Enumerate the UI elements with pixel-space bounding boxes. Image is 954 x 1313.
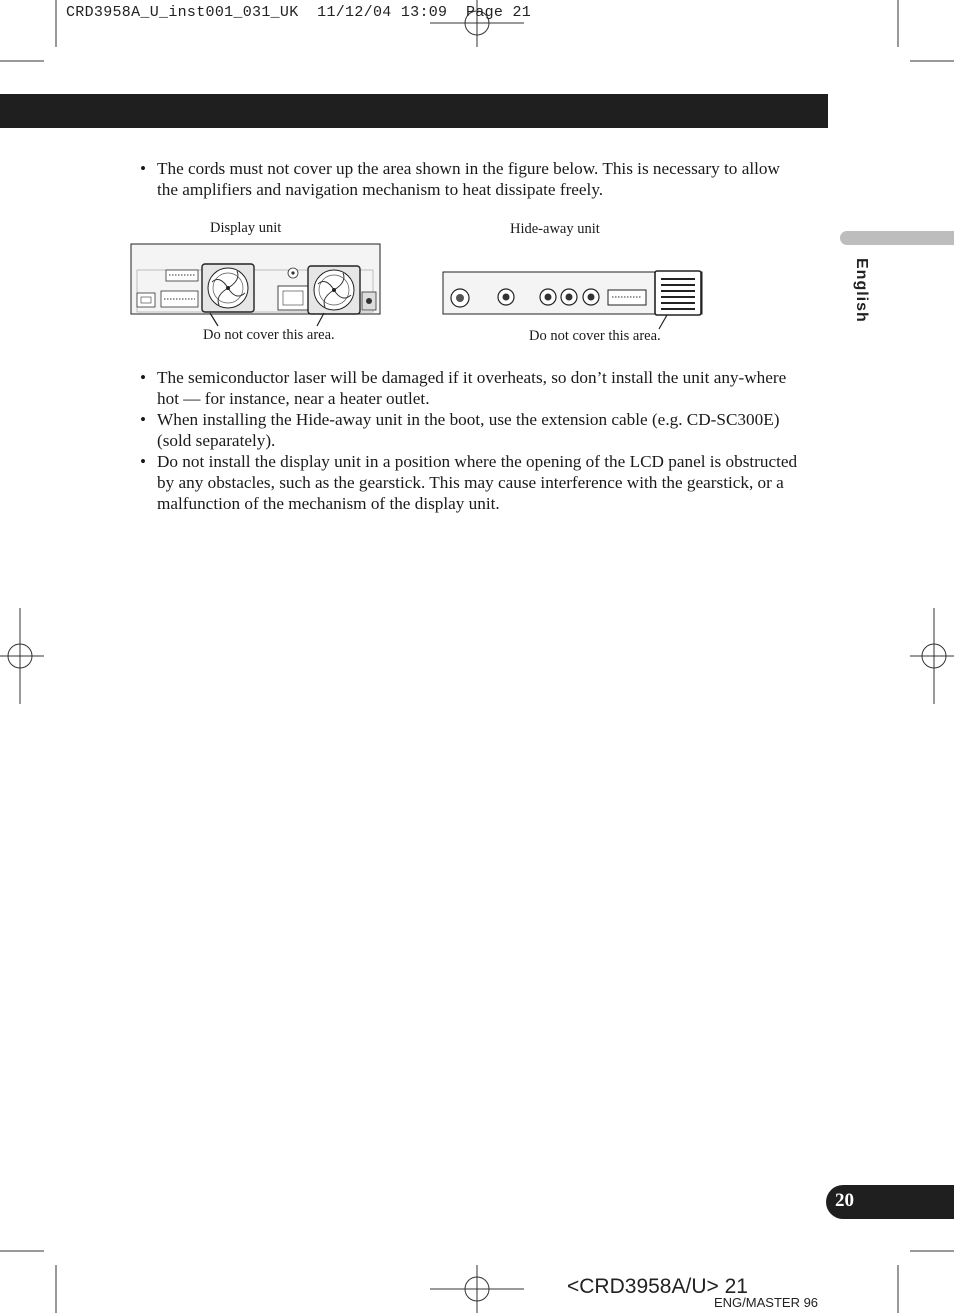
language-tab (840, 231, 954, 245)
bullet-overheat: • The semiconductor laser will be damaged if it overheats, so don’t install the unit any-where hot — for instance, near a heater outlet. (140, 367, 800, 409)
intro-bullet: • The cords must not cover up the area shown in the figure below. This is necessary to allow the amplifiers and navigation mechanism to heat dissipate freely. (140, 158, 800, 200)
footer-master: ENG/MASTER 96 (714, 1295, 819, 1310)
hideaway-unit-drawing (443, 271, 702, 329)
language-label: English (853, 258, 870, 323)
display-unit-label: Display unit (210, 220, 282, 236)
hideaway-unit-label: Hide-away unit (510, 221, 600, 237)
print-slug: CRD3958A_U_inst001_031_UK 11/12/04 13:09 Page 21 (66, 4, 532, 21)
display-unit-caption: Do not cover this area. (203, 327, 335, 343)
hideaway-unit-caption: Do not cover this area. (529, 328, 661, 344)
bullet-extension-cable: • When installing the Hide-away unit in the boot, use the extension cable (e.g. CD-SC300E) (sold separately). (140, 409, 800, 451)
page-number: 20 (835, 1190, 854, 1211)
display-unit-drawing (131, 244, 380, 326)
caution-bullet-list (140, 367, 800, 514)
footer-document-code: <CRD3958A/U> 21 (567, 1275, 748, 1298)
bullet-lcd-opening: • Do not install the display unit in a position where the opening of the LCD panel is obstructed by any obstacles, such as the gearstick. This may cause interference with the gearstick, or a malfunction of the mechanism of the display unit. (140, 451, 800, 514)
